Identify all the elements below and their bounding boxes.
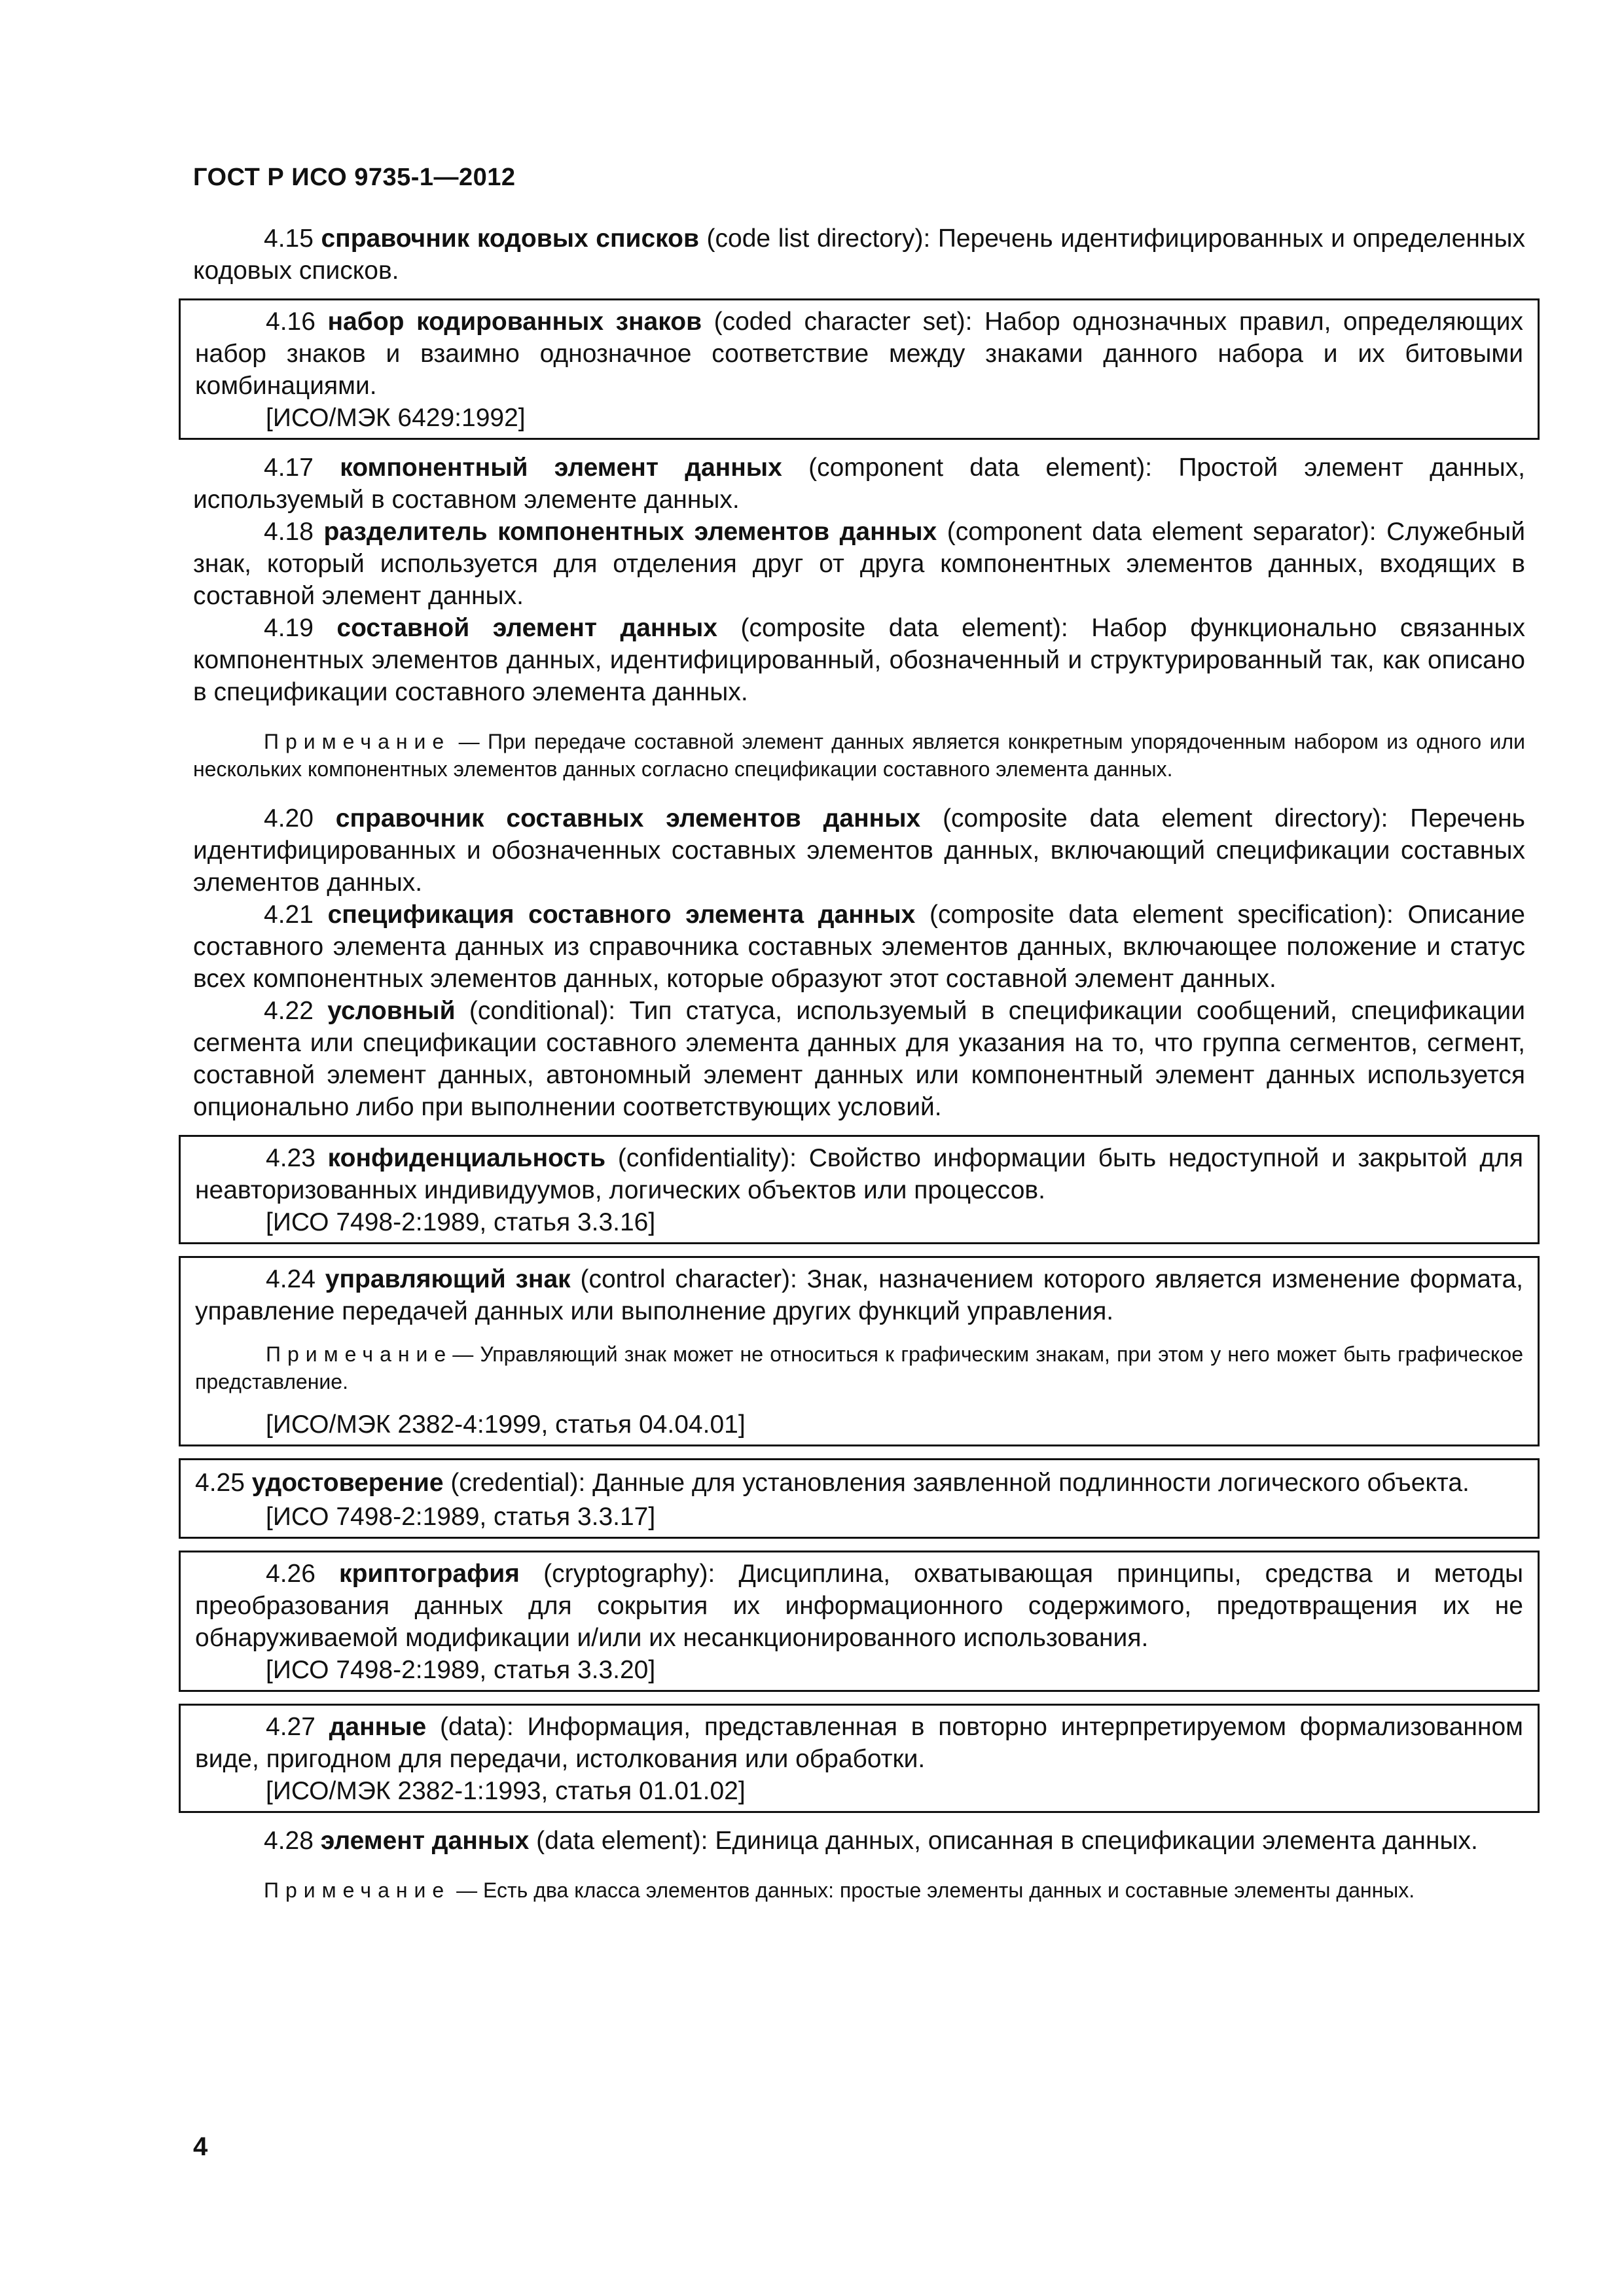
entry-4-23: 4.23 конфиденциальность (confidentiality): Свойство информации быть недоступной и закрытой для неавторизованных индивидуумов, логических объектов или процессов.: [195, 1144, 1523, 1204]
entry-4-27: 4.27 данные (data): Информация, представленная в повторно интерпретируемом формализованном виде, пригодном для передачи, истолкования или обработки.: [195, 1713, 1523, 1773]
entry-4-16: 4.16 набор кодированных знаков (coded character set): Набор однозначных правил, определяющих набор знаков и взаимно однозначное соответствие между знаками данного набора и их битовыми комбинациями.: [195, 308, 1523, 400]
document-header: ГОСТ Р ИСО 9735-1—2012: [193, 164, 516, 191]
term: спецификация составного элемента данных: [327, 901, 916, 929]
source-reference: [ИСО 7498-2:1989, статья 3.3.17]: [266, 1503, 656, 1531]
term: элемент данных: [320, 1827, 530, 1855]
boxed-entry-4-16: [179, 298, 1540, 440]
note-4-24: Примечание— Управляющий знак может не относиться к графическим знакам, при этом у него может быть графическое представление.: [195, 1342, 1523, 1393]
boxed-entry-4-27: [179, 1704, 1540, 1813]
note-label: Примечание: [264, 1878, 451, 1902]
term: справочник составных элементов данных: [335, 804, 921, 833]
page-content: [193, 223, 1525, 1924]
entry-4-22: 4.22 условный (conditional): Тип статуса, используемый в спецификации сообщений, спецификации сегмента или спецификации составного элемента данных для указания на то, что группа сегментов, сегмент, составной элемент данных, автономный элемент данных или компонентный элемент данных используется опционально либо при выполнении соответствующих условий.: [193, 997, 1525, 1121]
term: криптография: [339, 1560, 520, 1588]
entry-4-28: 4.28 элемент данных (data element): Единица данных, описанная в спецификации элемента данных.: [264, 1827, 1478, 1855]
note-4-28: Примечание — Есть два класса элементов данных: простые элементы данных и составные элементы данных.: [264, 1878, 1415, 1902]
source-reference: [ИСО/МЭК 2382-4:1999, статья 04.04.01]: [266, 1410, 746, 1439]
term: набор кодированных знаков: [327, 308, 702, 336]
term: компонентный элемент данных: [340, 454, 782, 482]
term: удостоверение: [251, 1469, 444, 1497]
source-reference: [ИСО/МЭК 6429:1992]: [266, 404, 526, 432]
boxed-entry-4-26: [179, 1551, 1540, 1692]
note-label: Примечание: [264, 730, 451, 753]
term: справочник кодовых списков: [321, 224, 699, 253]
source-reference: [ИСО 7498-2:1989, статья 3.3.20]: [266, 1656, 656, 1684]
entry-4-17: 4.17 компонентный элемент данных (component data element): Простой элемент данных, используемый в составном элементе данных.: [193, 454, 1525, 514]
term: разделитель компонентных элементов данных: [323, 518, 937, 546]
term: данные: [329, 1713, 427, 1741]
note-label: Примечание: [266, 1342, 453, 1366]
source-reference: [ИСО 7498-2:1989, статья 3.3.16]: [266, 1208, 656, 1236]
entry-4-19: 4.19 составной элемент данных (composite data element): Набор функционально связанных компонентных элементов данных, идентифицированный, обозначенный и структурированный так, как описано в спецификации составного элемента данных.: [193, 614, 1525, 706]
entry-4-26: 4.26 криптография (cryptography): Дисциплина, охватывающая принципы, средства и методы преобразования данных для сокрытия их информационного содержимого, предотвращения их не обнаруживаемой модификации и/или их несанкционированного использования.: [195, 1560, 1523, 1652]
note-4-19: Примечание — При передаче составной элемент данных является конкретным упорядоченным набором из одного или нескольких компонентных элементов данных согласно спецификации составного элемента данных.: [193, 730, 1525, 781]
entry-4-24: 4.24 управляющий знак (control character): Знак, назначением которого является изменение формата, управление передачей данных или выполнение других функций управления.: [195, 1265, 1523, 1325]
entry-4-25: 4.25 удостоверение (credential): Данные для установления заявленной подлинности логического объекта.: [195, 1469, 1470, 1497]
boxed-entry-4-25: [179, 1458, 1540, 1539]
term: составной элемент данных: [336, 614, 717, 642]
entry-4-20: 4.20 справочник составных элементов данных (composite data element directory): Перечень идентифицированных и обозначенных составных элементов данных, включающий спецификации составных элементов данных.: [193, 804, 1525, 897]
entry-4-21: 4.21 спецификация составного элемента данных (composite data element specification): Описание составного элемента данных из справочника составных элементов данных, включающее положение и статус всех компонентных элементов данных, которые образуют этот составной элемент данных.: [193, 901, 1525, 993]
term: управляющий знак: [325, 1265, 571, 1293]
boxed-entry-4-23: [179, 1135, 1540, 1244]
boxed-entry-4-24: [179, 1256, 1540, 1446]
page-number: 4: [193, 2132, 208, 2161]
source-reference: [ИСО/МЭК 2382-1:1993, статья 01.01.02]: [266, 1777, 746, 1805]
term: конфиденциальность: [327, 1144, 606, 1172]
term: условный: [327, 997, 456, 1025]
entry-4-18: 4.18 разделитель компонентных элементов данных (component data element separator): Служебный знак, который используется для отделения друг от друга компонентных элементов данных, входящих в составной элемент данных.: [193, 518, 1525, 610]
entry-4-15: 4.15 справочник кодовых списков (code list directory): Перечень идентифицированных и определенных кодовых списков.: [193, 224, 1525, 285]
